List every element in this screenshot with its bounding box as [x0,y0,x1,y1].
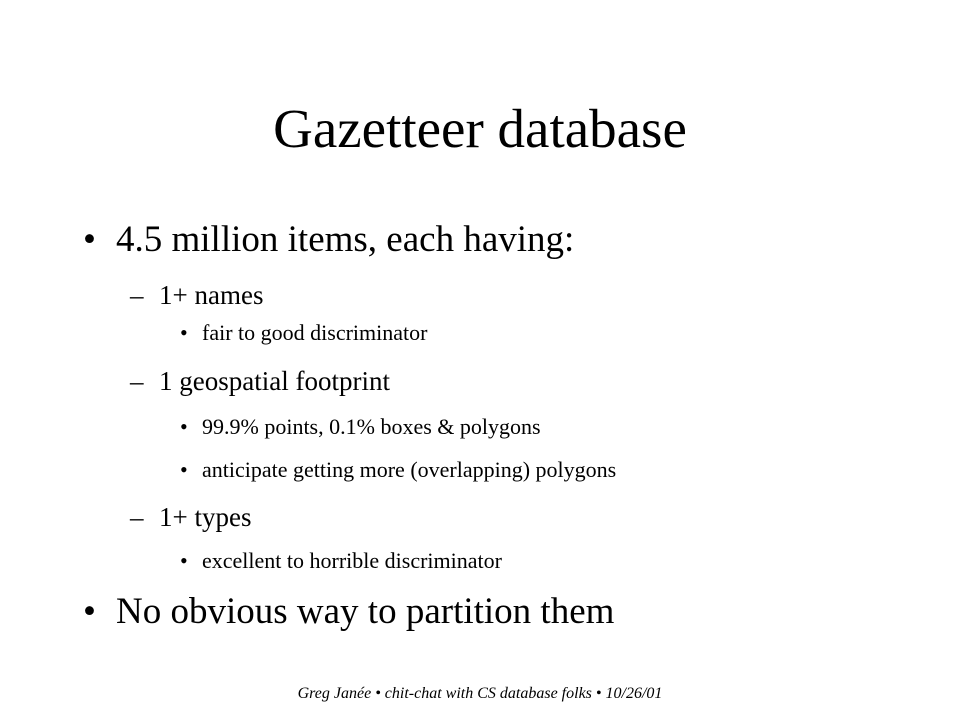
dash-marker: – [130,280,144,310]
sub-bullet-text: 1+ types [159,502,252,532]
bullet-text: No obvious way to partition them [116,591,615,632]
bullet-marker: • [83,591,96,632]
sub-sub-bullet-item [180,456,860,484]
slide-title: Gazetteer database [273,98,687,159]
sub-bullet-text: 1+ names [159,280,264,310]
sub-sub-bullet-text: excellent to horrible discriminator [202,548,502,573]
dash-marker: – [130,366,144,396]
bullet-item [83,590,863,634]
sub-bullet-item [130,278,830,312]
sub-sub-bullet-item [180,547,860,575]
small-bullet-marker: • [180,548,188,573]
sub-sub-bullet-item [180,413,860,441]
small-bullet-marker: • [180,320,188,345]
sub-sub-bullet-text: 99.9% points, 0.1% boxes & polygons [202,414,541,439]
sub-sub-bullet-text: fair to good discriminator [202,320,428,345]
slide-footer: Greg Janée • chit-chat with CS database folks • 10/26/01 [297,685,663,702]
bullet-text: 4.5 million items, each having: [116,219,575,260]
dash-marker: – [130,502,144,532]
bullet-marker: • [83,219,96,260]
small-bullet-marker: • [180,457,188,482]
sub-bullet-item [130,500,830,534]
small-bullet-marker: • [180,414,188,439]
sub-sub-bullet-item [180,319,860,347]
bullet-item [83,218,863,262]
sub-bullet-item [130,364,830,398]
sub-bullet-text: 1 geospatial footprint [159,366,390,396]
sub-sub-bullet-text: anticipate getting more (overlapping) polygons [202,457,617,482]
